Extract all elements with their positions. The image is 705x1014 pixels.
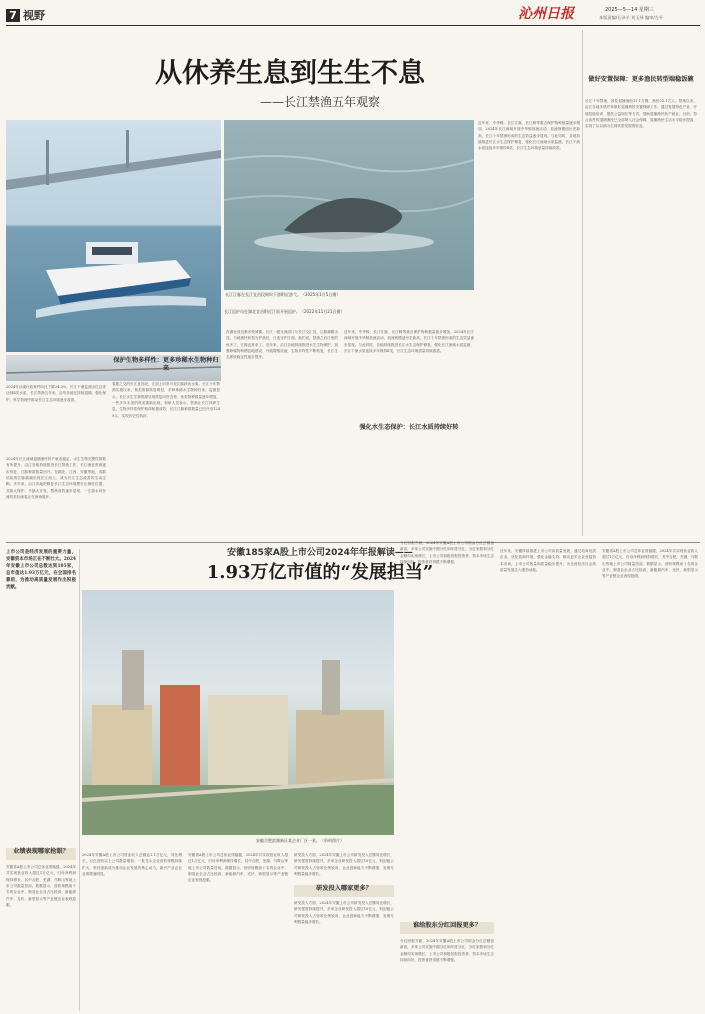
story2-col3b-text: 研发投入方面，2024年安徽上市公司研发投入总额同比增长，研发强度持续提升，多家企业研发投入超过10亿元，科创板公司研发投入占营收比例较高，企业创新能力不断增强，发明专利数量稳步增长。: [294, 901, 394, 925]
patrol-boat-illustration: [6, 120, 221, 352]
story1-lead-text: 2024年沙溪行政案件同比下降24.3%，长江干流监测点位总体达到Ⅱ类水质，长江禁渔五年来，沿线各地在持续退捕、强化保护、科学管理中推动长江生态环境逐步改善。: [6, 385, 106, 402]
section-name: 视野: [23, 9, 45, 22]
story1-col2-text: 春夏之交的长江宜昌段，江面上时常可见江豚跃出水面。长江十年禁渔实施以来，鱼类资源恢复明显，多种珍稀水生物种归来。监测显示，长江水生生物资源呈现恢复向好态势，鱼类物种数量逐年增加，一些多年未见的鱼类重新出现。科研人员表示，禁渔让长江休养生息，生物多样性保护取得积极成效，长江江豚种群数量已回升至1249头，实现历史性转折。: [112, 382, 220, 418]
date-line: 2025—5—14 星期三: [605, 7, 654, 13]
story1-title: 从休养生息到生生不息: [155, 58, 425, 89]
story1-subhead-resettlement: 做好安置保障：更多渔民转型端稳饭碗: [588, 76, 694, 83]
story-divider: [6, 542, 700, 543]
page-number-badge: 7: [6, 9, 20, 22]
story2-col2-text: 2024年安徽A股上市公司营业收入总额达1.1万亿元，同比增长，百亿营收以上公司数量增加，一批龙头企业营收规模持续扩大，科技创新成为推动企业发展的核心动力，新兴产业企业业绩增速明显。: [82, 853, 182, 877]
story2-subhead-performance: 业绩表现哪家抢眼？: [6, 848, 76, 860]
patrol-caption: 长江巡护员在湖北宜昌附近江面开展巡护。（2022年11月21日摄）: [224, 309, 345, 314]
story1-col1-text: 2024年长江流域退捕渔民转产就业稳定，水生生物完整性指数有所提升，沿江各地持续推进长江禁渔工作，长江渔业资源逐步恢复，江豚种群数量回升。在湖北、江西、安徽等地，成群结队的江豚频频出现在江面上，成为长江生态改善的生动注脚。多年来，沿江各地把修复长江生态环境摆在压倒性位置，共抓大保护、不搞大开发，禁渔成效逐步显现，一江碧水向东流的美好画卷正在徐徐展开。: [6, 457, 106, 500]
header-rule: [6, 25, 700, 26]
story2-subhead-dividend: 谁给股东分红回报更多？: [400, 922, 494, 934]
story2-col4b-text: 分红回报方面，2024年安徽A股上市公司现金分红总额创新高，多家公司实施中期分红和年度分红，分红家数和分红金额均实现增长，上市公司积极回报投资者，资本市场生态持续向好，投资者获得感不断增强。: [400, 939, 494, 963]
story1-col4b-text: 近年来，中华鲟、长江江豚、长江鲟等重点保护物种数量逐步增加，2024年长江流域开展中华鲟放流活动，放流规模创历史新高，长江十年禁渔形成的生态效益逐步显现。与此同时，各地持续推进长江水生态保护修复，强化长江流域水质监测，长江干流水质连续多年保持Ⅱ类，长江生态环境质量持续改善。: [478, 121, 580, 151]
story2-kicker: 安徽185家A股上市公司2024年年报解读——: [227, 548, 413, 558]
column-rule: [582, 30, 583, 536]
story1-subhead-biodiversity: 保护生物多样性：更多珍稀水生物种归来: [113, 357, 219, 372]
editor-line: 本版责编/石泽羊 刘玉琴 编审/左平: [599, 15, 664, 20]
story2-col1-text: 安徽省A股上市公司总体业绩稳健，2024年共实现营业收入超过1万亿元，归母净利润保持增长，其中合肥、芜湖、马鞍山等地上市公司数量居前。数据显示，营收规模前十名的企业中，制造业企业占比较高，新能源汽车、光伏、新型显示等产业链企业表现抢眼。: [6, 865, 76, 908]
porpoise-caption: 长江江豚在长江宜昌段闸坝下游附近游弋。（2025年1月5日摄）: [225, 292, 341, 297]
masthead: 沁州日报: [518, 6, 574, 22]
porpoise-photo: [224, 120, 474, 290]
factory-illustration: [82, 590, 394, 835]
factory-photo: [82, 590, 394, 835]
story1-col5-text: 长江十年禁渔，涉及退捕渔船11.1万艘、渔民23.1万人。禁渔以来，沿江各地多措并举做好退捕渔民安置保障工作，通过发展特色产业、开展技能培训、提供公益岗位等方式，帮助退捕渔民转产就业。目前，符合条件的退捕渔民已全部纳入社会保障，退捕渔民生活水平稳步提高，实现了从以渔为生到转型发展的转变。: [585, 99, 697, 129]
story2-col5-text: 近年来，安徽持续推进上市公司高质量发展，通过培育优质企业、优化营商环境、强化金融支持，推动更多企业登陆资本市场，上市公司数量和质量稳步提升，为全省经济社会高质量发展注入强劲动能。: [500, 549, 596, 573]
story1-subhead-water: 强化水生态保护：长江水质持续好转: [359, 424, 459, 431]
story1-col4-text: 近年来，中华鲟、长江江豚、长江鲟等重点保护物种数量逐步增加，2024年长江流域开展中华鲟放流活动，放流规模创历史新高，长江十年禁渔形成的生态效益逐步显现。与此同时，各地持续推进长江水生态保护修复，强化长江流域水质监测，长江干流水质连续多年保持Ⅱ类，长江生态环境质量持续改善。: [344, 330, 474, 354]
story1-subtitle: ——长江禁渔五年观察: [259, 95, 380, 109]
story1-col3-text: 在湖北省宜都市枝城镇，长江一级支流清江与长江交汇处，江豚频繁出没。当地渔民转型为护渔员，日夜守护江面。他们说，禁渔之后江里的鱼多了，江豚也常来了。近年来，沿江各地持续推进水生生物保护，加强珍稀物种栖息地建设，开展增殖放流，生物多样性不断恢复，长江生态系统稳定性逐步提升。: [226, 330, 338, 360]
story2-col5b-text: 安徽省A股上市公司总体业绩稳健，2024年共实现营业收入超过1万亿元，归母净利润保持增长，其中合肥、芜湖、马鞍山等地上市公司数量居前。数据显示，营收规模前十名的企业中，制造业企业占比较高，新能源汽车、光伏、新型显示等产业链企业表现抢眼。: [602, 549, 698, 579]
story2-title: 1.93万亿市值的“发展担当”: [206, 562, 434, 583]
story2-subhead-rd: 研发投入哪家更多？: [294, 885, 394, 897]
story2-column-rule: [79, 549, 80, 1011]
story2-col3-text: 研发投入方面，2024年安徽上市公司研发投入总额同比增长，研发强度持续提升，多家企业研发投入超过10亿元，科创板公司研发投入占营收比例较高，企业创新能力不断增强，发明专利数量稳步增长。: [294, 853, 394, 877]
porpoise-illustration: [224, 120, 474, 290]
story2-col2b-text: 安徽省A股上市公司总体业绩稳健，2024年共实现营业收入超过1万亿元，归母净利润保持增长，其中合肥、芜湖、马鞍山等地上市公司数量居前。数据显示，营收规模前十名的企业中，制造业企业占比较高，新能源汽车、光伏、新型显示等产业链企业表现抢眼。: [188, 853, 288, 883]
factory-caption: 安徽合肥滨湖新区某企业厂区一景。（资料图片）: [256, 838, 344, 843]
story2-col4-text: 分红回报方面，2024年安徽A股上市公司现金分红总额创新高，多家公司实施中期分红和年度分红，分红家数和分红金额均实现增长，上市公司积极回报投资者，资本市场生态持续向好，投资者获得感不断增强。: [400, 541, 494, 565]
patrol-boat-photo: [6, 120, 221, 352]
story2-lead-text: 上市公司是经济发展的重要力量，安徽资本市场正在不断壮大。2024年安徽上市公司总数达到185家，总市值达1.93万亿元，在全国排名靠前，为推动高质量发展作出积极贡献。: [6, 550, 76, 590]
